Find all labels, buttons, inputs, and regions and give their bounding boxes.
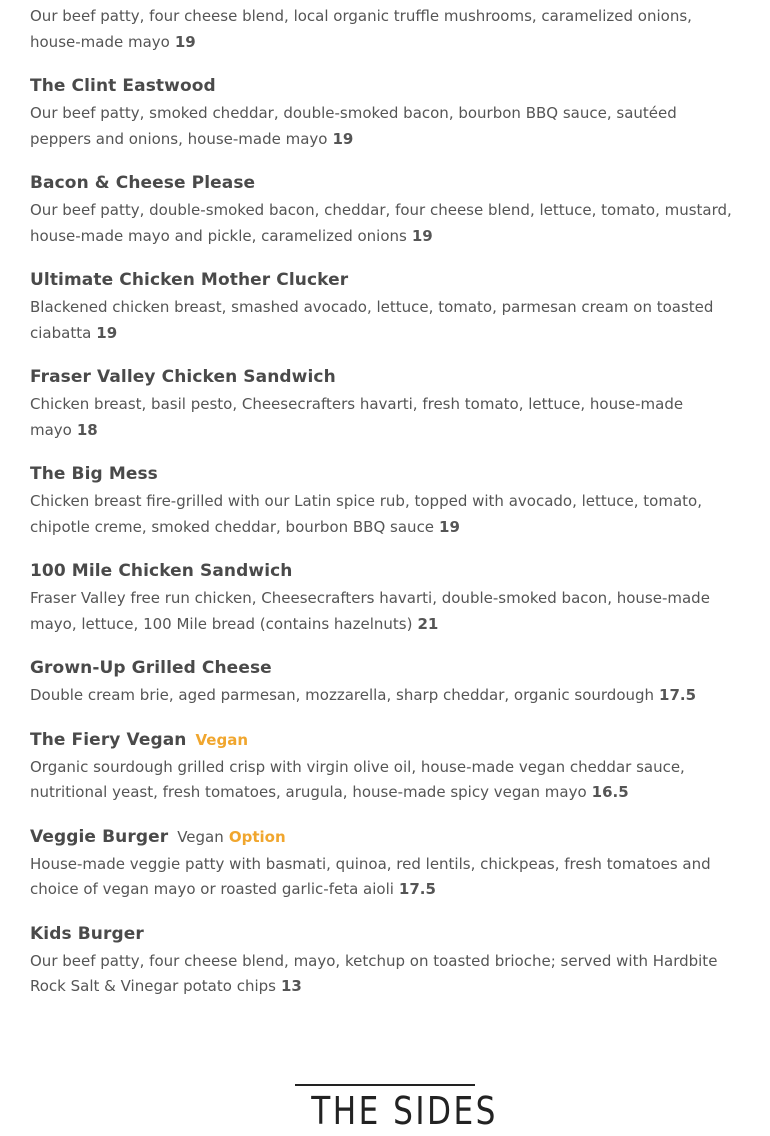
menu-item [30,561,742,637]
item-description: Our beef patty, smoked cheddar, double-smoked bacon, bourbon BBQ sauce, sautéed peppers and onions, house-made mayo 19 [30,104,677,148]
section-header-sides [295,1084,498,1136]
vegan-tag: Vegan [195,730,249,749]
item-description: Our beef patty, four cheese blend, mayo, ketchup on toasted brioche; served with Hardbite Rock Salt & Vinegar potato chips 13 [30,951,718,995]
item-price: 18 [76,420,98,439]
item-description: Chicken breast fire-grilled with our Latin spice rub, topped with avocado, lettuce, tomato, chipotle creme, smoked cheddar, bourbon BBQ sauce 19 [30,492,702,536]
item-name: The Fiery Vegan [30,729,187,750]
item-name: 100 Mile Chicken Sandwich [30,561,293,581]
item-price: 19 [411,226,433,245]
section-title: THE SIDES [311,1089,498,1133]
item-name: Fraser Valley Chicken Sandwich [30,367,336,387]
menu-item [30,827,742,903]
item-price: 17.5 [659,686,697,704]
item-description: Organic sourdough grilled crisp with virgin olive oil, house-made vegan cheddar sauce, nutritional yeast, fresh tomatoes, arugula, house-made spicy vegan mayo 16.5 [30,757,685,801]
item-price: 19 [174,32,196,51]
menu-item [30,367,742,443]
item-description: Chicken breast, basil pesto, Cheesecrafters havarti, fresh tomato, lettuce, house-made mayo 18 [30,395,684,439]
item-price: 19 [332,129,354,148]
menu-item [30,730,742,806]
item-price: 16.5 [591,783,629,801]
menu-item [30,658,742,709]
item-description: Our beef patty, four cheese blend, local organic truffle mushrooms, caramelized onions, house-made mayo 19 [30,7,692,51]
item-description: Fraser Valley free run chicken, Cheesecrafters havarti, double-smoked bacon, house-made mayo, lettuce, 100 Mile bread (contains hazelnuts) 21 [30,589,710,633]
menu-item [30,924,742,1000]
item-name: The Big Mess [30,464,158,484]
item-price: 19 [439,517,460,536]
item-description: Double cream brie, aged parmesan, mozzarella, sharp cheddar, organic sourdough 17.5 [30,686,697,704]
item-description: Blackened chicken breast, smashed avocado, lettuce, tomato, parmesan cream on toasted ciabatta 19 [30,298,714,342]
item-name: Kids Burger [30,923,144,944]
item-name: The Clint Eastwood [30,76,216,96]
item-price: 19 [96,323,118,342]
menu-item [30,4,742,55]
item-name: Grown-Up Grilled Cheese [30,658,272,678]
item-name: Bacon & Cheese Please [30,173,256,193]
menu-item [30,270,742,346]
item-price: 21 [417,614,439,633]
item-name: Ultimate Chicken Mother Clucker [30,270,349,290]
item-name: Veggie Burger [30,826,169,847]
menu-item [30,76,742,152]
item-description: House-made veggie patty with basmati, quinoa, red lentils, chickpeas, fresh tomatoes and choice of vegan mayo or roasted garlic-feta aioli 17.5 [30,854,711,898]
menu-item [30,173,742,249]
vegan-option-tag: Vegan Option [177,827,286,846]
item-description: Our beef patty, double-smoked bacon, cheddar, four cheese blend, lettuce, tomato, mustard, house-made mayo and pickle, caramelized onions 19 [30,201,732,245]
item-price: 17.5 [398,880,436,898]
menu-item [30,464,742,540]
menu-list [30,4,742,1021]
item-price: 13 [280,977,302,995]
